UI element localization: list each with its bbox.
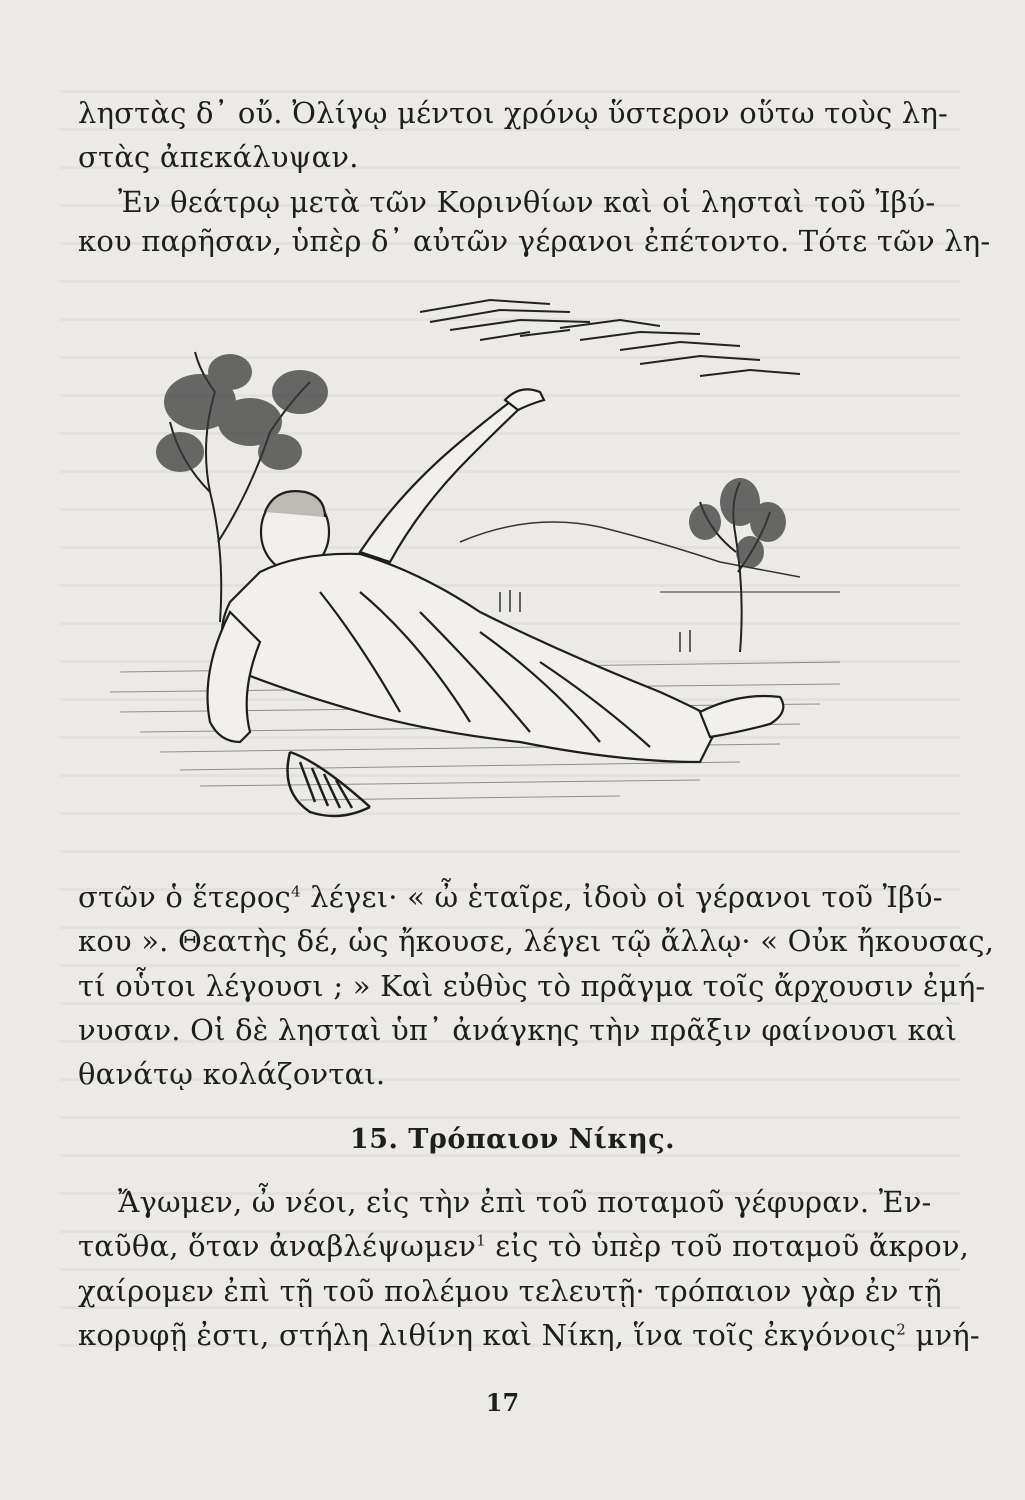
cranes-icon — [420, 300, 800, 376]
text-line: τί οὗτοι λέγουσι ; » Καὶ εὐθὺς τὸ πρᾶγμα τοῖς ἄρχουσιν ἐμή- — [78, 969, 986, 1003]
text-line: Ἐν θεάτρῳ μετὰ τῶν Κορινθίων καὶ οἱ λησταὶ τοῦ Ἰβύ- — [118, 185, 936, 219]
text-line: ληστὰς δ᾽ οὔ. Ὀλίγῳ μέντοι χρόνῳ ὕστερον οὕτω τοὺς λη- — [78, 96, 949, 130]
footnote-marker: 4 — [291, 882, 301, 901]
text-span: λέγει· « ὦ ἑταῖρε, ἰδοὺ οἱ γέρανοι τοῦ Ἰβύ- — [300, 880, 943, 914]
text-span: κορυφῇ ἐστι, στήλη λιθίνη καὶ Νίκη, ἵνα τοῖς ἐκγόνοις — [78, 1318, 897, 1352]
page-number: 17 — [485, 1388, 520, 1417]
footnote-marker: 2 — [896, 1320, 907, 1339]
text-line: στὰς ἀπεκάλυψαν. — [78, 140, 359, 174]
text-span: μνή- — [906, 1318, 980, 1352]
text-line: νυσαν. Οἱ δὲ λησταὶ ὑπ᾽ ἀνάγκης τὴν πρᾶξιν φαίνουσι καὶ — [78, 1013, 958, 1047]
text-line: Ἄγωμεν, ὦ νέοι, εἰς τὴν ἐπὶ τοῦ ποταμοῦ γέφυραν. Ἐν- — [118, 1185, 932, 1219]
footnote-marker: 1 — [476, 1231, 486, 1250]
text-line: θανάτῳ κολάζονται. — [78, 1057, 386, 1091]
text-line — [78, 878, 943, 916]
text-line: χαίρομεν ἐπὶ τῇ τοῦ πολέμου τελευτῇ· τρόπαιον γὰρ ἐν τῇ — [78, 1274, 942, 1308]
text-line: κου ». Θεατὴς δέ, ὡς ἤκουσε, λέγει τῷ ἄλλῳ· « Οὐκ ἤκουσας, — [78, 924, 995, 958]
ibycus-cranes-illustration — [100, 292, 860, 840]
section-heading: 15. Τρόπαιον Νίκης. — [349, 1124, 676, 1155]
text-line — [78, 1316, 980, 1354]
text-span: ταῦθα, ὅταν ἀναβλέψωμεν — [78, 1229, 477, 1263]
text-line: κου παρῆσαν, ὑπὲρ δ᾽ αὐτῶν γέρανοι ἐπέτοντο. Τότε τῶν λη- — [78, 224, 991, 258]
text-span: στῶν ὁ ἕτερος — [78, 880, 291, 914]
text-line — [78, 1227, 970, 1265]
text-span: εἰς τὸ ὑπὲρ τοῦ ποταμοῦ ἄκρον, — [485, 1229, 970, 1263]
